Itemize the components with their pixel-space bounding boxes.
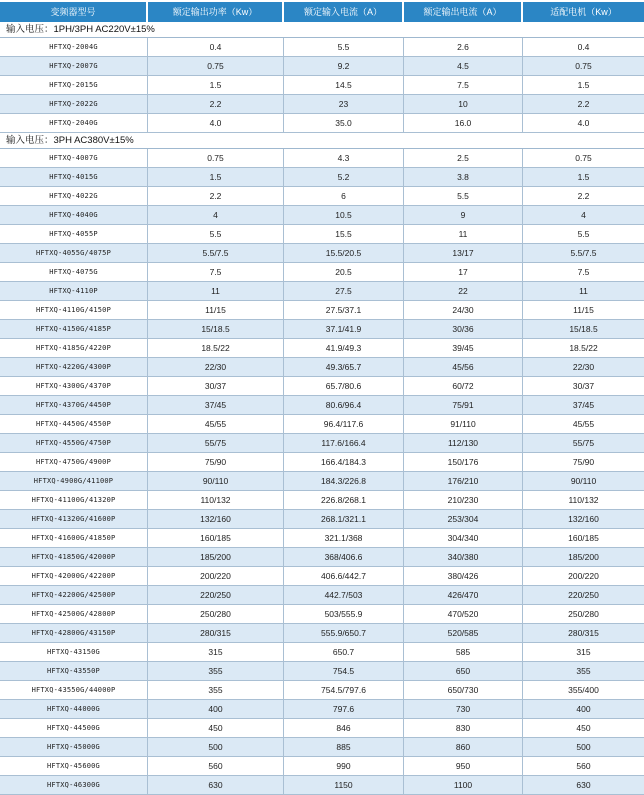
- cell-motor: 280/315: [568, 628, 599, 638]
- cell-input-current: 321.1/368: [284, 529, 404, 547]
- cell-model: HFTXQ-2040G: [0, 114, 148, 132]
- table-row: [0, 529, 644, 548]
- cell-model: HFTXQ-42000G/42200P: [0, 567, 148, 585]
- cell-output-power: 4: [148, 206, 284, 224]
- cell-model: HFTXQ-4075G: [0, 263, 148, 281]
- cell-output-power: 90/110: [148, 472, 284, 490]
- cell-output-power: 500: [148, 738, 284, 756]
- table-body: [0, 22, 644, 795]
- table-row: [0, 453, 644, 472]
- table-row: [0, 700, 644, 719]
- cell-input-current: 96.4/117.6: [284, 415, 404, 433]
- cell-model: HFTXQ-41100G/41320P: [0, 491, 148, 509]
- cell-input-current: 268.1/321.1: [284, 510, 404, 528]
- table-row: [0, 681, 644, 700]
- cell-model: HFTXQ-42200G/42500P: [0, 586, 148, 604]
- table-row: [0, 491, 644, 510]
- cell-motor: 11: [579, 286, 588, 296]
- cell-model: HFTXQ-43550P: [0, 662, 148, 680]
- cell-output-current: 10: [404, 95, 523, 113]
- cell-output-power: 630: [148, 776, 284, 794]
- table-row: [0, 95, 644, 114]
- cell-output-power: 0.75: [148, 149, 284, 167]
- cell-model: HFTXQ-2022G: [0, 95, 148, 113]
- cell-motor: 355: [576, 666, 591, 676]
- cell-model: HFTXQ-4040G: [0, 206, 148, 224]
- cell-model: HFTXQ-45600G: [0, 757, 148, 775]
- table-row: [0, 567, 644, 586]
- cell-model: HFTXQ-2015G: [0, 76, 148, 94]
- cell-model: HFTXQ-4900G/41100P: [0, 472, 148, 490]
- cell-output-current: 470/520: [404, 605, 523, 623]
- cell-output-current: 380/426: [404, 567, 523, 585]
- cell-motor: 0.75: [575, 61, 592, 71]
- cell-output-current: 45/56: [404, 358, 523, 376]
- cell-output-power: 1.5: [148, 168, 284, 186]
- cell-model: HFTXQ-44500G: [0, 719, 148, 737]
- cell-motor: 355/400: [568, 685, 599, 695]
- cell-output-current: 730: [404, 700, 523, 718]
- cell-output-current: 3.8: [404, 168, 523, 186]
- cell-motor: 45/55: [572, 419, 595, 429]
- cell-motor: 4.0: [577, 118, 590, 128]
- cell-output-power: 185/200: [148, 548, 284, 566]
- header-model: 变频器型号: [0, 2, 148, 22]
- cell-model: HFTXQ-4150G/4185P: [0, 320, 148, 338]
- cell-input-current: 9.2: [284, 57, 404, 75]
- cell-model: HFTXQ-4450G/4550P: [0, 415, 148, 433]
- cell-input-current: 503/555.9: [284, 605, 404, 623]
- cell-input-current: 10.5: [284, 206, 404, 224]
- cell-input-current: 754.5/797.6: [284, 681, 404, 699]
- cell-model: HFTXQ-4007G: [0, 149, 148, 167]
- table-row: [0, 624, 644, 643]
- cell-motor: 75/90: [572, 457, 595, 467]
- table-row: [0, 320, 644, 339]
- table-row: [0, 76, 644, 95]
- table-row: [0, 57, 644, 76]
- cell-output-current: 585: [404, 643, 523, 661]
- table-row: [0, 738, 644, 757]
- cell-motor: 0.4: [577, 42, 590, 52]
- cell-output-power: 0.75: [148, 57, 284, 75]
- cell-input-current: 15.5: [284, 225, 404, 243]
- cell-output-current: 150/176: [404, 453, 523, 471]
- table-row: [0, 643, 644, 662]
- cell-output-current: 340/380: [404, 548, 523, 566]
- cell-model: HFTXQ-42800G/43150P: [0, 624, 148, 642]
- cell-output-power: 22/30: [148, 358, 284, 376]
- cell-motor: 4: [581, 210, 586, 220]
- cell-model: HFTXQ-4110P: [0, 282, 148, 300]
- cell-model: HFTXQ-4022G: [0, 187, 148, 205]
- cell-output-power: 355: [148, 662, 284, 680]
- table-row: [0, 339, 644, 358]
- cell-motor: 22/30: [572, 362, 595, 372]
- cell-input-current: 23: [284, 95, 404, 113]
- cell-motor: 37/45: [572, 400, 595, 410]
- cell-motor: 5.5/7.5: [570, 248, 597, 258]
- cell-motor: 5.5: [577, 229, 590, 239]
- cell-motor: 200/220: [568, 571, 599, 581]
- cell-output-power: 220/250: [148, 586, 284, 604]
- cell-model: HFTXQ-4550G/4750P: [0, 434, 148, 452]
- cell-model: HFTXQ-46300G: [0, 776, 148, 794]
- cell-output-current: 2.6: [404, 38, 523, 56]
- cell-output-power: 75/90: [148, 453, 284, 471]
- cell-output-current: 9: [404, 206, 523, 224]
- cell-motor: 1.5: [577, 80, 590, 90]
- header-input-current: 额定输入电流（A）: [284, 2, 404, 22]
- cell-motor: 400: [576, 704, 591, 714]
- cell-motor: 185/200: [568, 552, 599, 562]
- cell-model: HFTXQ-4220G/4300P: [0, 358, 148, 376]
- cell-output-current: 253/304: [404, 510, 523, 528]
- cell-model: HFTXQ-41600G/41850P: [0, 529, 148, 547]
- cell-output-power: 400: [148, 700, 284, 718]
- cell-model: HFTXQ-41850G/42000P: [0, 548, 148, 566]
- table-row: [0, 263, 644, 282]
- header-motor: 适配电机（Kw）: [523, 2, 644, 22]
- cell-output-power: 450: [148, 719, 284, 737]
- cell-input-current: 14.5: [284, 76, 404, 94]
- table-row: [0, 114, 644, 133]
- cell-output-current: 950: [404, 757, 523, 775]
- table-row: [0, 149, 644, 168]
- cell-motor: 315: [576, 647, 591, 657]
- cell-output-power: 250/280: [148, 605, 284, 623]
- cell-input-current: 1150: [284, 776, 404, 794]
- cell-model: HFTXQ-45000G: [0, 738, 148, 756]
- table-row: [0, 396, 644, 415]
- cell-output-power: 355: [148, 681, 284, 699]
- cell-motor: 132/160: [568, 514, 599, 524]
- cell-input-current: 990: [284, 757, 404, 775]
- cell-motor: 90/110: [570, 476, 597, 486]
- cell-input-current: 37.1/41.9: [284, 320, 404, 338]
- cell-output-power: 2.2: [148, 187, 284, 205]
- cell-input-current: 41.9/49.3: [284, 339, 404, 357]
- cell-motor: 2.2: [577, 191, 590, 201]
- table-row: [0, 225, 644, 244]
- cell-model: HFTXQ-2004G: [0, 38, 148, 56]
- cell-output-power: 55/75: [148, 434, 284, 452]
- cell-motor: 11/15: [573, 305, 594, 315]
- cell-output-current: 2.5: [404, 149, 523, 167]
- cell-model: HFTXQ-4055G/4075P: [0, 244, 148, 262]
- cell-motor: 110/132: [568, 495, 599, 505]
- cell-output-power: 0.4: [148, 38, 284, 56]
- cell-output-power: 5.5: [148, 225, 284, 243]
- table-row: [0, 168, 644, 187]
- cell-output-power: 315: [148, 643, 284, 661]
- cell-input-current: 406.6/442.7: [284, 567, 404, 585]
- cell-output-current: 16.0: [404, 114, 523, 132]
- cell-motor: 18.5/22: [569, 343, 598, 353]
- cell-input-current: 885: [284, 738, 404, 756]
- table-row: [0, 415, 644, 434]
- cell-input-current: 4.3: [284, 149, 404, 167]
- cell-output-current: 1100: [404, 776, 523, 794]
- cell-input-current: 650.7: [284, 643, 404, 661]
- cell-output-current: 91/110: [404, 415, 523, 433]
- cell-input-current: 754.5: [284, 662, 404, 680]
- cell-input-current: 555.9/650.7: [284, 624, 404, 642]
- cell-output-current: 60/72: [404, 377, 523, 395]
- table-row: [0, 605, 644, 624]
- table-row: [0, 662, 644, 681]
- cell-motor: 15/18.5: [569, 324, 598, 334]
- cell-motor: 1.5: [577, 172, 590, 182]
- cell-output-current: 426/470: [404, 586, 523, 604]
- cell-output-power: 15/18.5: [148, 320, 284, 338]
- table-row: [0, 548, 644, 567]
- cell-output-power: 18.5/22: [148, 339, 284, 357]
- cell-output-power: 1.5: [148, 76, 284, 94]
- cell-motor: 220/250: [568, 590, 599, 600]
- cell-output-current: 75/91: [404, 396, 523, 414]
- cell-output-current: 24/30: [404, 301, 523, 319]
- cell-output-current: 30/36: [404, 320, 523, 338]
- cell-input-current: 226.8/268.1: [284, 491, 404, 509]
- section-title: 输入电压：3PH AC380V±15%: [0, 133, 644, 149]
- cell-model: HFTXQ-4185G/4220P: [0, 339, 148, 357]
- cell-output-current: 39/45: [404, 339, 523, 357]
- cell-model: HFTXQ-4300G/4370P: [0, 377, 148, 395]
- cell-input-current: 368/406.6: [284, 548, 404, 566]
- cell-input-current: 5.2: [284, 168, 404, 186]
- table-row: [0, 776, 644, 795]
- cell-input-current: 15.5/20.5: [284, 244, 404, 262]
- table-row: [0, 719, 644, 738]
- table-header: [0, 2, 644, 22]
- cell-output-power: 160/185: [148, 529, 284, 547]
- cell-input-current: 6: [284, 187, 404, 205]
- table-row: [0, 187, 644, 206]
- table-row: [0, 282, 644, 301]
- cell-motor: 630: [576, 780, 591, 790]
- cell-model: HFTXQ-41320G/41600P: [0, 510, 148, 528]
- cell-output-current: 304/340: [404, 529, 523, 547]
- cell-output-power: 5.5/7.5: [148, 244, 284, 262]
- cell-input-current: 65.7/80.6: [284, 377, 404, 395]
- table-row: [0, 472, 644, 491]
- cell-motor: 7.5: [577, 267, 590, 277]
- cell-input-current: 166.4/184.3: [284, 453, 404, 471]
- cell-model: HFTXQ-4055P: [0, 225, 148, 243]
- cell-output-power: 11/15: [148, 301, 284, 319]
- cell-output-power: 200/220: [148, 567, 284, 585]
- header-output-current: 额定输出电流（A）: [404, 2, 523, 22]
- cell-output-current: 22: [404, 282, 523, 300]
- cell-input-current: 35.0: [284, 114, 404, 132]
- cell-output-power: 30/37: [148, 377, 284, 395]
- cell-motor: 0.75: [575, 153, 592, 163]
- table-row: [0, 510, 644, 529]
- cell-motor: 55/75: [572, 438, 595, 448]
- cell-input-current: 797.6: [284, 700, 404, 718]
- cell-input-current: 20.5: [284, 263, 404, 281]
- cell-output-power: 2.2: [148, 95, 284, 113]
- cell-output-power: 45/55: [148, 415, 284, 433]
- cell-output-current: 13/17: [404, 244, 523, 262]
- table-row: [0, 377, 644, 396]
- cell-output-current: 520/585: [404, 624, 523, 642]
- cell-output-power: 37/45: [148, 396, 284, 414]
- cell-model: HFTXQ-2007G: [0, 57, 148, 75]
- cell-model: HFTXQ-4370G/4450P: [0, 396, 148, 414]
- cell-model: HFTXQ-43150G: [0, 643, 148, 661]
- cell-output-current: 4.5: [404, 57, 523, 75]
- cell-output-current: 7.5: [404, 76, 523, 94]
- cell-output-current: 830: [404, 719, 523, 737]
- cell-output-power: 110/132: [148, 491, 284, 509]
- cell-output-current: 5.5: [404, 187, 523, 205]
- table-row: [0, 244, 644, 263]
- cell-input-current: 184.3/226.8: [284, 472, 404, 490]
- cell-output-power: 560: [148, 757, 284, 775]
- cell-model: HFTXQ-43550G/44000P: [0, 681, 148, 699]
- cell-output-current: 112/130: [404, 434, 523, 452]
- cell-input-current: 80.6/96.4: [284, 396, 404, 414]
- cell-model: HFTXQ-42500G/42800P: [0, 605, 148, 623]
- cell-model: HFTXQ-4750G/4900P: [0, 453, 148, 471]
- cell-input-current: 117.6/166.4: [284, 434, 404, 452]
- cell-motor: 500: [576, 742, 591, 752]
- cell-output-current: 11: [404, 225, 523, 243]
- cell-motor: 250/280: [568, 609, 599, 619]
- cell-input-current: 27.5: [284, 282, 404, 300]
- cell-input-current: 49.3/65.7: [284, 358, 404, 376]
- header-output-power: 额定输出功率（Kw）: [148, 2, 284, 22]
- cell-output-power: 7.5: [148, 263, 284, 281]
- cell-output-current: 210/230: [404, 491, 523, 509]
- table-row: [0, 206, 644, 225]
- cell-model: HFTXQ-44000G: [0, 700, 148, 718]
- cell-output-current: 176/210: [404, 472, 523, 490]
- cell-input-current: 27.5/37.1: [284, 301, 404, 319]
- section-title: 输入电压：1PH/3PH AC220V±15%: [0, 22, 644, 38]
- table-row: [0, 434, 644, 453]
- table-row: [0, 358, 644, 377]
- cell-output-current: 860: [404, 738, 523, 756]
- cell-input-current: 442.7/503: [284, 586, 404, 604]
- cell-motor: 30/37: [572, 381, 595, 391]
- cell-output-current: 650/730: [404, 681, 523, 699]
- cell-output-current: 650: [404, 662, 523, 680]
- cell-output-power: 4.0: [148, 114, 284, 132]
- cell-motor: 560: [576, 761, 591, 771]
- cell-output-power: 132/160: [148, 510, 284, 528]
- cell-motor: 160/185: [568, 533, 599, 543]
- cell-model: HFTXQ-4110G/4150P: [0, 301, 148, 319]
- cell-output-power: 280/315: [148, 624, 284, 642]
- table-row: [0, 586, 644, 605]
- table-row: [0, 301, 644, 320]
- table-row: [0, 757, 644, 776]
- cell-model: HFTXQ-4015G: [0, 168, 148, 186]
- cell-input-current: 5.5: [284, 38, 404, 56]
- cell-output-current: 17: [404, 263, 523, 281]
- cell-input-current: 846: [284, 719, 404, 737]
- cell-output-power: 11: [148, 282, 284, 300]
- cell-motor: 2.2: [577, 99, 590, 109]
- table-row: [0, 38, 644, 57]
- cell-motor: 450: [576, 723, 591, 733]
